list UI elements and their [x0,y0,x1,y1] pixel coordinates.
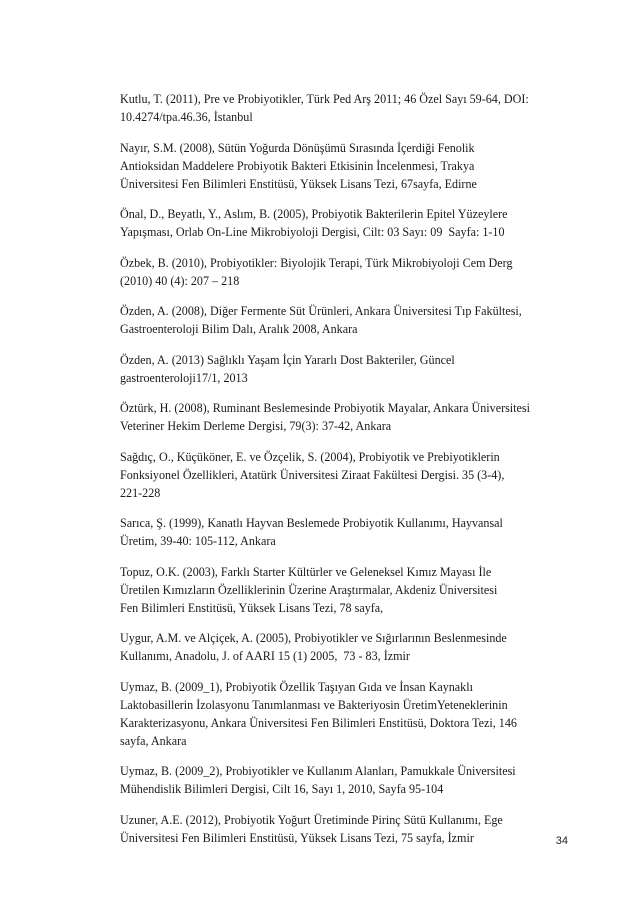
reference-line: Uymaz, B. (2009_1), Probiyotik Özellik Taşıyan Gıda ve İnsan Kaynaklı [120,679,473,694]
reference-line: Fonksiyonel Özellikleri, Atatürk Üniversitesi Ziraat Fakültesi Dergisi. 35 (3-4), [120,467,505,482]
reference-line: Nayır, S.M. (2008), Sütün Yoğurda Dönüşümü Sırasında İçerdiği Fenolik [120,140,475,155]
reference-line: Veteriner Hekim Derleme Dergisi, 79(3): 37-42, Ankara [120,419,392,433]
reference-line: (2010) 40 (4): 207 – 218 [120,273,240,288]
reference-entry [120,762,568,798]
reference-entry [120,399,568,435]
reference-entry [120,629,568,665]
reference-line: Sarıca, Ş. (1999), Kanatlı Hayvan Beslemede Probiyotik Kullanımı, Hayvansal [120,516,503,530]
reference-line: Uzuner, A.E. (2012), Probiyotik Yoğurt Üretiminde Pirinç Sütü Kullanımı, Ege [120,812,503,827]
reference-entry [120,205,568,241]
reference-line: Fen Bilimleri Enstitüsü, Yüksek Lisans Tezi, 78 sayfa, [120,600,384,615]
reference-line: Uygur, A.M. ve Alçiçek, A. (2005), Probiyotikler ve Sığırlarının Beslenmesinde [120,631,507,645]
reference-line: Üniversitesi Fen Bilimleri Enstitüsü, Yüksek Lisans Tezi, 67sayfa, Edirne [120,176,477,191]
reference-entry [120,139,568,193]
reference-entry [120,811,568,847]
reference-line: Önal, D., Beyatlı, Y., Aslım, B. (2005), Probiyotik Bakterilerin Epitel Yüzeylere [120,207,508,221]
reference-entry [120,90,568,126]
reference-line: 221-228 [120,485,161,500]
reference-line: Karakterizasyonu, Ankara Üniversitesi Fen Bilimleri Enstitüsü, Doktora Tezi, 146 [120,715,517,730]
reference-line: Mühendislik Bilimleri Dergisi, Cilt 16, Sayı 1, 2010, Sayfa 95-104 [120,782,444,796]
reference-line: Yapışması, Orlab On-Line Mikrobiyoloji Dergisi, Cilt: 03 Sayı: 09 Sayfa: 1-10 [120,225,505,239]
reference-line: Üniversitesi Fen Bilimleri Enstitüsü, Yüksek Lisans Tezi, 75 sayfa, İzmir [120,830,474,845]
reference-entry [120,351,568,387]
reference-entry [120,563,568,617]
reference-list [120,90,568,859]
reference-line: Uymaz, B. (2009_2), Probiyotikler ve Kullanım Alanları, Pamukkale Üniversitesi [120,764,516,778]
page-number: 34 [555,835,568,847]
reference-line: gastroenteroloji17/1, 2013 [120,370,248,385]
reference-line: Öztürk, H. (2008), Ruminant Beslemesinde Probiyotik Mayalar, Ankara Üniversitesi [120,401,530,415]
reference-line: Üretilen Kımızların Özelliklerinin Üzerine Araştırmalar, Akdeniz Üniversitesi [120,582,498,597]
reference-entry [120,678,568,750]
reference-line: Gastroenteroloji Bilim Dalı, Aralık 2008, Ankara [120,322,358,336]
reference-line: Sağdıç, O., Küçüköner, E. ve Özçelik, S. (2004), Probiyotik ve Prebiyotiklerin [120,449,500,464]
reference-line: Özden, A. (2008), Diğer Fermente Süt Ürünleri, Ankara Üniversitesi Tıp Fakültesi, [120,304,522,318]
reference-entry [120,514,568,550]
reference-line: Özbek, B. (2010), Probiyotikler: Biyolojik Terapi, Türk Mikrobiyoloji Cem Derg [120,255,513,270]
reference-line: sayfa, Ankara [120,733,187,748]
reference-line: 10.4274/tpa.46.36, İstanbul [120,110,253,124]
reference-line: Üretim, 39-40: 105-112, Ankara [120,534,276,548]
reference-line: Özden, A. (2013) Sağlıklı Yaşam İçin Yararlı Dost Bakteriler, Güncel [120,352,455,367]
reference-line: Topuz, O.K. (2003), Farklı Starter Kültürler ve Geleneksel Kımız Mayası İle [120,564,492,579]
reference-line: Kutlu, T. (2011), Pre ve Probiyotikler, Türk Ped Arş 2011; 46 Özel Sayı 59-64, DOI: [120,92,529,106]
reference-entry [120,302,568,338]
reference-line: Antioksidan Maddelere Probiyotik Bakteri Etkisinin İncelenmesi, Trakya [120,158,475,173]
reference-entry [120,448,568,502]
reference-line: Laktobasillerin İzolasyonu Tanımlanması ve Bakteriyosin ÜretimYeteneklerinin [120,697,508,712]
reference-entry [120,254,568,290]
reference-line: Kullanımı, Anadolu, J. of AARI 15 (1) 2005, 73 - 83, İzmir [120,649,410,663]
